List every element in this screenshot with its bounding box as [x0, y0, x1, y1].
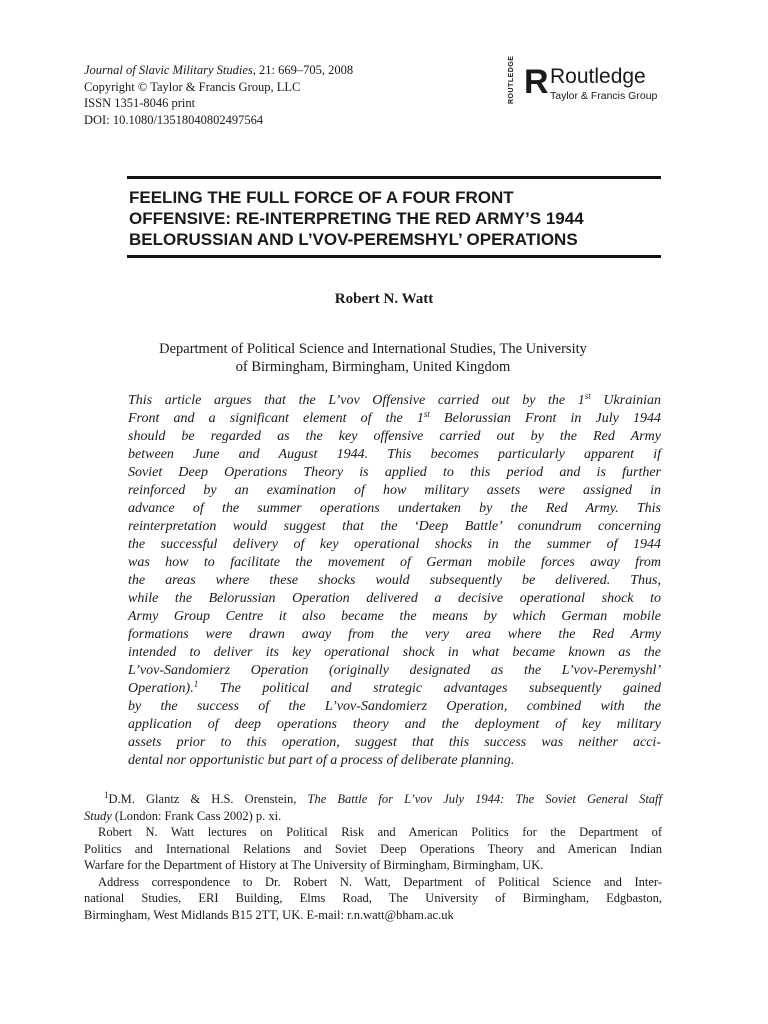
volume-pages: , 21: 669–705, 2008	[252, 63, 354, 77]
abstract-line: reinforced by an examination of how military assets were assigned in	[128, 483, 661, 498]
publisher-logo	[508, 55, 668, 108]
cited-book-title: The Battle for L’vov July 1944: The Soviet General Staff	[307, 792, 662, 806]
title-line: OFFENSIVE: RE-INTERPRETING THE RED ARMY’S 1944	[129, 209, 584, 228]
logo-r-glyph: R	[524, 63, 549, 101]
author-name: Robert N. Watt	[334, 291, 434, 307]
bio-line: Warfare for the Department of History at The University of Birmingham, Birmingham, UK.	[84, 858, 544, 872]
abstract-line: Operation).$^1$ The political and strategic advantages subsequently gained	[128, 679, 661, 696]
publisher-name: Routledge	[550, 65, 646, 88]
correspondence-line: Address correspondence to Dr. Robert N. Watt, Department of Political Science and Inter-	[98, 874, 662, 889]
abstract-line: This article argues that the L’vov Offensive carried out by the 1st Ukrainian	[128, 391, 661, 408]
publisher-group: Taylor & Francis Group	[550, 90, 658, 102]
abstract-line: assets prior to this operation, suggest that this success was neither acci-	[128, 735, 661, 750]
abstract-line: intended to deliver its key operational shock in what became known as the	[128, 645, 661, 660]
bio-line: Politics and International Relations and Soviet Deep Operations Theory and American Indian	[84, 841, 662, 856]
copyright: Copyright © Taylor & Francis Group, LLC	[84, 79, 301, 94]
abstract-line: should be regarded as the key offensive carried out by the Red Army	[128, 429, 661, 444]
abstract-line: while the Belorussian Operation delivered a decisive operational shock to	[128, 591, 661, 606]
affiliation-line: of Birmingham, Birmingham, United Kingdom	[235, 359, 511, 375]
abstract-line: Army Group Centre it also became the means by which German mobile	[128, 609, 661, 624]
correspondence-line: national Studies, ERI Building, Elms Road, The University of Birmingham, Edgbaston,	[84, 891, 662, 905]
issn: ISSN 1351-8046 print	[84, 96, 196, 110]
footnotes	[84, 791, 662, 923]
journal-name: Journal of Slavic Military Studies	[84, 63, 253, 77]
title-line: FEELING THE FULL FORCE OF A FOUR FRONT	[129, 188, 514, 207]
bio-line: Robert N. Watt lectures on Political Risk and American Politics for the Department of	[98, 825, 662, 839]
author-affiliation	[84, 340, 662, 376]
footnote-mark: 1	[193, 679, 199, 689]
abstract	[128, 392, 661, 770]
journal-citation	[84, 62, 464, 79]
journal-metadata	[84, 62, 464, 128]
doi: DOI: 10.1080/13518040802497564	[84, 112, 264, 127]
abstract-line: was how to facilitate the movement of German mobile forces away from	[128, 555, 661, 570]
title-rule-bottom	[127, 255, 661, 258]
abstract-line: application of deep operations theory and the deployment of key military	[128, 717, 661, 732]
correspondence-line: Birmingham, West Midlands B15 2TT, UK. E-mail: r.n.watt@bham.ac.uk	[84, 907, 454, 922]
abstract-line: between June and August 1944. This becomes particularly apparent if	[128, 447, 661, 462]
abstract-line: by the success of the L’vov-Sandomierz Operation, combined with the	[128, 699, 661, 714]
abstract-line: advance of the summer operations undertaken by the Red Army. This	[128, 501, 661, 516]
abstract-line: dental nor opportunistic but part of a process of deliberate planning.	[128, 753, 515, 768]
superscript: st	[584, 391, 591, 401]
cited-book-title: Study	[84, 808, 112, 823]
abstract-line: Soviet Deep Operations Theory is applied to this period and is further	[128, 465, 661, 480]
abstract-line: reinterpretation would suggest that the ‘Deep Battle’ conundrum concerning	[128, 519, 661, 534]
abstract-line: Front and a significant element of the 1st Belorussian Front in July 1944	[128, 409, 661, 426]
footnote-line: Study (London: Frank Cass 2002) p. xi.	[84, 808, 282, 823]
footnote-line: $^1$D.M. Glantz & H.S. Orenstein, The Battle for L’vov July 1944: The Soviet General Staff	[104, 790, 662, 806]
article-title	[129, 187, 669, 250]
superscript: st	[423, 409, 430, 419]
abstract-line: the areas where these shocks would subsequently be delivered. Thus,	[128, 573, 661, 588]
abstract-line: the successful delivery of key operational shocks in the summer of 1944	[128, 537, 661, 552]
affiliation-line: Department of Political Science and International Studies, The University	[159, 341, 587, 357]
title-line: BELORUSSIAN AND L’VOV-PEREMSHYL’ OPERATIONS	[129, 230, 578, 249]
title-rule-top	[127, 176, 661, 179]
footnote-number: 1	[104, 790, 109, 800]
logo-vertical-wordmark: ROUTLEDGE	[508, 55, 515, 104]
abstract-line: formations were drawn away from the very area where the Red Army	[128, 627, 661, 642]
abstract-line: L’vov-Sandomierz Operation (originally designated as the L’vov-Peremyshl’	[128, 663, 661, 678]
